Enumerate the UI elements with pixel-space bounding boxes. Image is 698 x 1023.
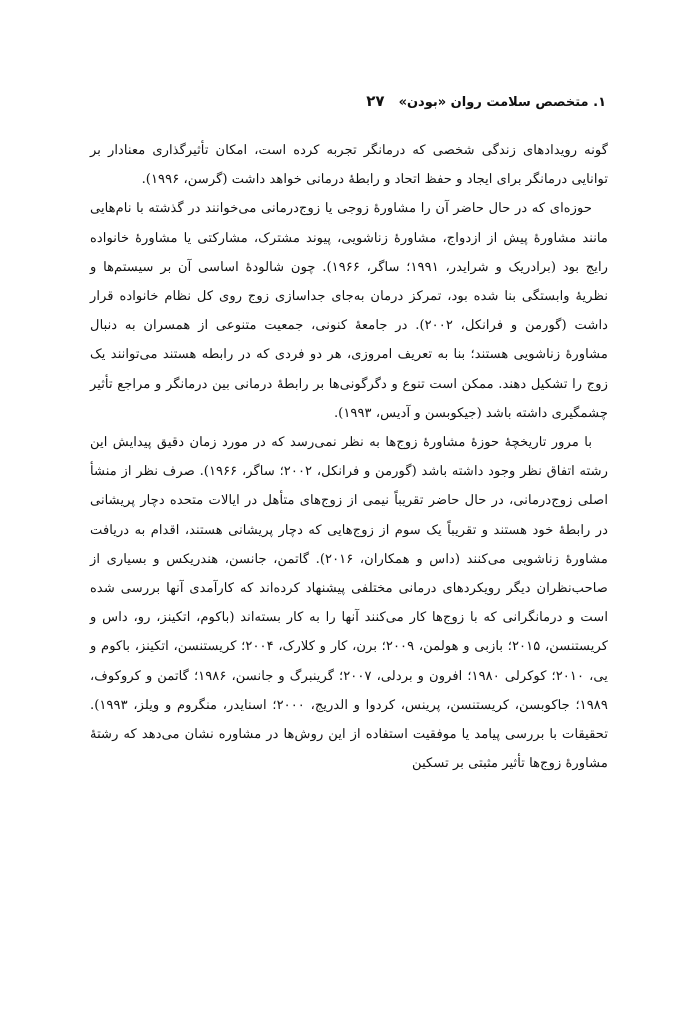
page-number: ۲۷ xyxy=(366,92,385,110)
paragraph-3: با مرور تاریخچهٔ حوزهٔ مشاورهٔ زوج‌ها به نظر نمی‌رسد که در مورد زمان دقیق پیدایش این رشته اتفاق نظر وجود داشته باشد (گورمن و فرانکل، ۲۰۰۲؛ ساگر، ۱۹۶۶). صرف نظر از منشأ اصلی زوج‌درمانی، در حال حاضر تقریباً نیمی از زوج‌های متأهل در ایالات متحده دچار پریشانی در رابطهٔ خود هستند و تقریباً یک سوم از زوج‌هایی که دچار پریشانی هستند، اقدام به دریافت مشاورهٔ زناشویی می‌کنند (داس و همکاران، ۲۰۱۶). گاتمن، جانسن، هندریکس و بسیاری از صاحب‌نظران دیگر رویکردهای درمانی مختلفی پیشنهاد کرده‌اند که کارآمدی آنها بررسی شده است و درمانگرانی که با زوج‌ها کار می‌کنند آنها را به کار بسته‌اند (باکوم، اتکینز، رو، داس و کریستنسن، ۲۰۱۵؛ بازبی و هولمن، ۲۰۰۹؛ برن، کار و کلارک، ۲۰۰۴؛ کریستنسن، اتکینز، باکوم و یی، ۲۰۱۰؛ کوکرلی ۱۹۸۰؛ افرون و بردلی، ۲۰۰۷؛ گرینبرگ و جانسن، ۱۹۸۶؛ گاتمن و کروکوف، ۱۹۸۹؛ جاکوبسن، کریستنسن، پرینس، کردوا و الدریج، ۲۰۰۰؛ اسنایدر، منگروم و ویلز، ۱۹۹۳). تحقیقات با بررسی پیامد یا موفقیت استفاده از این روش‌ها در مشاوره نشان می‌دهد که رشتهٔ مشاورهٔ زوج‌ها تأثیر مثبتی بر تسکین xyxy=(90,435,609,772)
paragraph-1: گونه رویدادهای زندگی شخصی که درمانگر تجربه کرده است، امکان تأثیرگذاری معنادار بر توانایی درمانگر برای ایجاد و حفظ اتحاد و رابطهٔ درمانی خواهد داشت (گرسن، ۱۹۹۶). xyxy=(90,143,608,188)
body-text xyxy=(90,136,608,778)
paragraph-2: حوزه‌ای که در حال حاضر آن را مشاورهٔ زوجی یا زوج‌درمانی می‌خوانند در گذشته با نام‌هایی مانند مشاورهٔ پیش از ازدواج، مشاورهٔ زناشویی، پیوند مشترک، مشارکتی یا مشاورهٔ خانواده رایج بود (برادریک و شرایدر، ۱۹۹۱؛ ساگر، ۱۹۶۶). چون شالودهٔ اساسی آن بر سیستم‌ها و نظریهٔ وابستگی بنا شده بود، تمرکز درمان به‌جای جداسازی زوج روی کل نظام خانواده قرار داشت (گورمن و فرانکل، ۲۰۰۲). در جامعهٔ کنونی، جمعیت متنوعی از همسران به دنبال مشاورهٔ زناشویی هستند؛ بنا به تعریف امروزی، هر دو فردی که در رابطه هستند می‌توانند یک زوج را تشکیل دهند. ممکن است تنوع و دگرگونی‌ها بر رابطهٔ درمانی بین درمانگر و مراجع تأثیر چشمگیری داشته باشد (جیکوبسن و آدیس، ۱۹۹۳). xyxy=(90,201,608,421)
chapter-title: ۱. متخصص سلامت روان «بودن» xyxy=(398,95,606,110)
running-header xyxy=(366,92,606,110)
